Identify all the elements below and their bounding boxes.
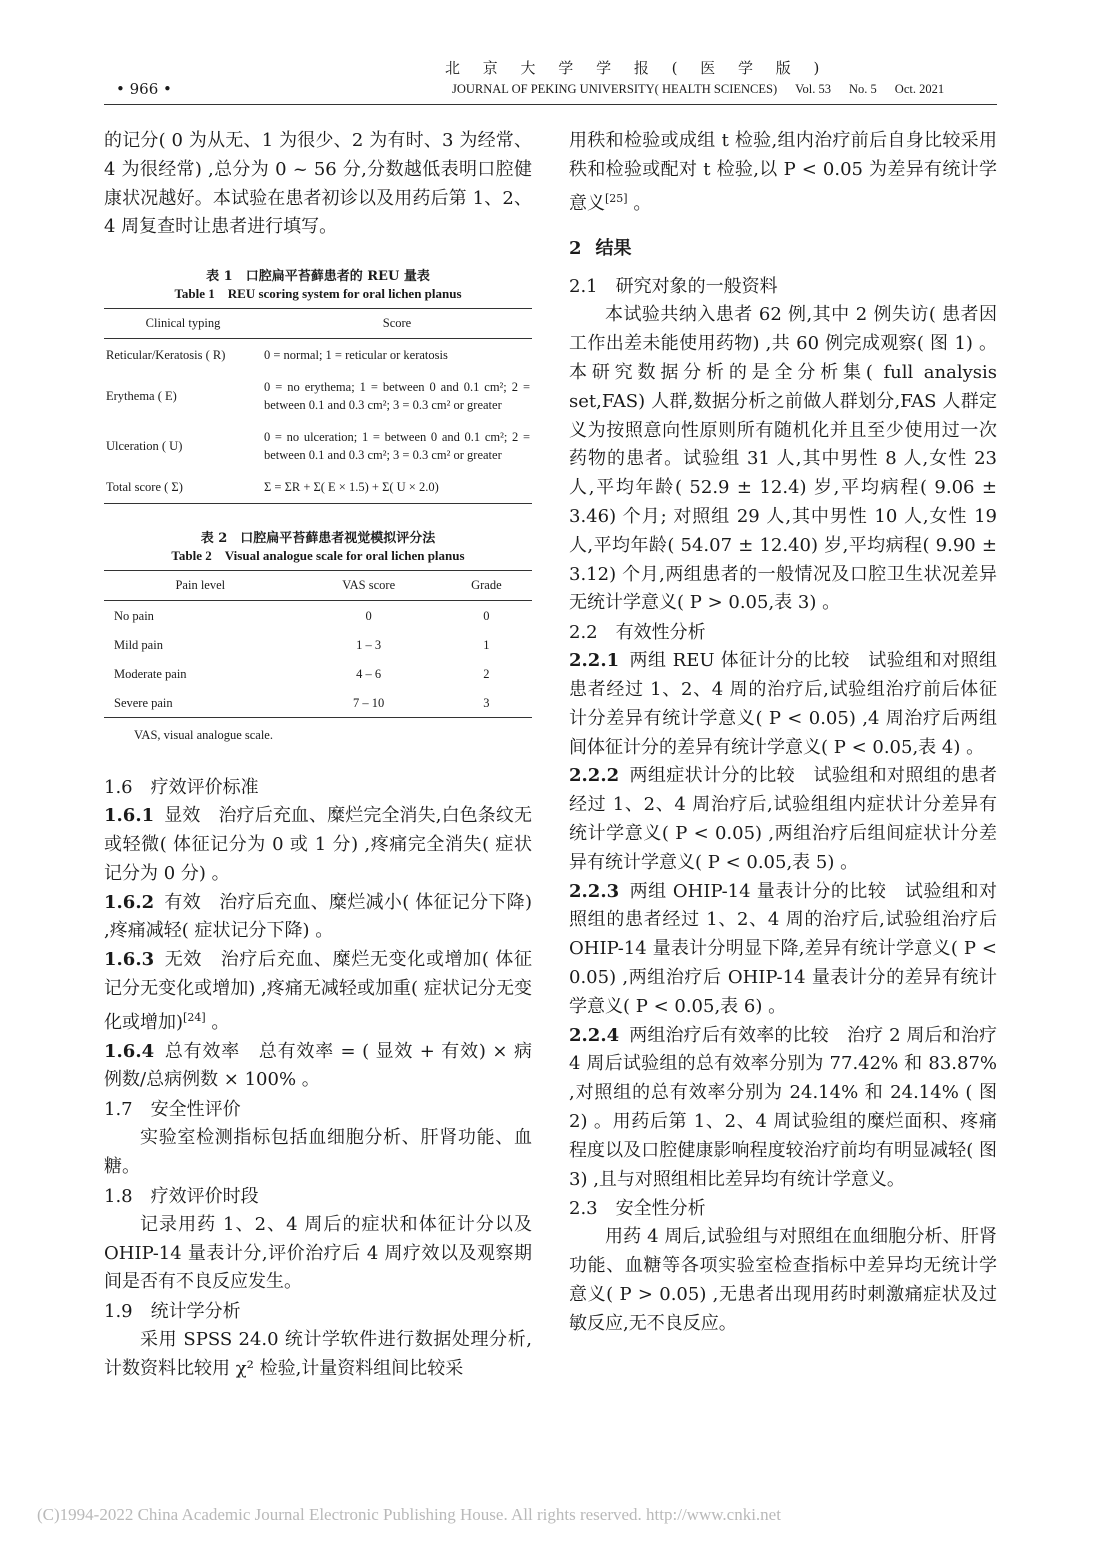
table-row (104, 371, 532, 421)
section-number: 2.2.3 (569, 880, 620, 902)
table2-caption-cn: 表 2 口腔扁平苔藓患者视觉模拟评分法 (200, 531, 436, 547)
section-text: 两组症状计分的比较 试验组和对照组的患者经过 1、2、4 周治疗后,试验组组内症状计分差异有统计学意义( P < 0.05) ,两组治疗后组间症状计分差异有统计学意义( P < 0.05,表 5) 。 (569, 765, 997, 873)
table-cell: 0 = no erythema; 1 = between 0 and 0.1 cm²; 2 = between 0.1 and 0.3 cm²; 3 = 0.3 cm² or greater (264, 380, 530, 413)
section-title: 结果 (595, 238, 632, 260)
header-rule (104, 104, 997, 105)
citation-ref: [24] (183, 1010, 206, 1024)
section-2-3-title: 2.3 安全性分析 (569, 1198, 706, 1220)
table-row (104, 421, 532, 471)
table2-caption-en: Table 2 Visual analogue scale for oral lichen planus (171, 548, 465, 564)
journal-title-cn: 北 京 大 学 学 报 ( 医 学 版 ) (445, 59, 829, 77)
table-row (104, 659, 532, 688)
table-row (104, 601, 532, 631)
table-cell: 7 – 10 (353, 696, 385, 711)
section-2-heading (569, 234, 997, 260)
section-number: 2 (569, 238, 582, 260)
table-header: VAS score (342, 578, 396, 593)
table-header: Clinical typing (145, 316, 221, 331)
section-text: 总有效率 总有效率 = ( 显效 + 有效) × 病例数/总病例数 × 100% 。 (104, 1040, 532, 1091)
section-1-6-2 (104, 889, 532, 947)
section-text: 两组治疗后有效率的比较 治疗 2 周后和治疗 4 周后试验组的总有效率分别为 77.42% 和 83.87% ,对照组的总有效率分别为 24.14% 和 24.14% ( 图 2) 。用药后第 1、2、4 周试验组的糜烂面积、疼痛程度以及口腔健康影响程度较治疗前均有明显减轻( 图 3) ,且与对照组相比差异均有统计学意义。 (569, 1024, 997, 1190)
table-cell: Reticular/Keratosis ( R) (106, 348, 226, 363)
left-column (104, 127, 532, 1384)
intro-paragraph: 的记分( 0 为从无、1 为很少、2 为有时、3 为经常、4 为很经常) ,总分为 0 ~ 56 分,分数越低表明口腔健康状况越好。本试验在患者初诊以及用药后第 1、2、4 周复查时让患者进行填写。 (104, 130, 532, 238)
section-1-9-text: 采用 SPSS 24.0 统计学软件进行数据处理分析,计数资料比较用 χ² 检验,计量资料组间比较采 (104, 1329, 532, 1379)
table2-note: VAS, visual analogue scale. (134, 728, 273, 743)
table-cell: 3 (483, 696, 490, 711)
table-cell: Σ = ΣR + Σ( E × 1.5) + Σ( U × 2.0) (264, 480, 439, 495)
journal-info-en (452, 82, 944, 97)
section-2-2-4 (569, 1022, 997, 1195)
table-cell: Moderate pain (114, 667, 187, 682)
section-text: 两组 OHIP-14 量表计分的比较 试验组和对照组的患者经过 1、2、4 周的治疗后,试验组治疗后 OHIP-14 量表计分明显下降,差异有统计学意义( P < 0.05) ,两组治疗后 OHIP-14 量表计分的差异有统计学意义( P < 0.05,表 6) 。 (569, 880, 997, 1017)
table-cell: 1 – 3 (356, 638, 382, 653)
table-cell: 4 – 6 (356, 667, 382, 682)
table-cell: 0 = no ulceration; 1 = between 0 and 0.1 cm²; 2 = between 0.1 and 0.3 cm²; 3 = 0.3 cm² or greater (264, 430, 530, 463)
section-2-1-text: 本试验共纳入患者 62 例,其中 2 例失访( 患者因工作出差未能使用药物) ,共 60 例完成观察( 图 1) 。本研究数据分析的是全分析集( full analysis set,FAS) 人群,数据分析之前做人群划分,FAS 人群定义为按照意向性原则所有随机化并且至少使用过一次药物的患者。试验组 31 人,其中男性 8 人,女性 23 人,平均年龄( 52.9 ± 12.4) 岁,平均病程( 9.06 ± 3.46) 个月; 对照组 29 人,其中男性 10 人,女性 19 人,平均年龄( 54.07 ± 12.40) 岁,平均病程( 9.90 ± 3.12) 个月,两组患者的一般情况及口腔卫生状况差异无统计学意义( P > 0.05,表 3) 。 (569, 304, 997, 614)
section-number: 2.2.2 (569, 765, 620, 787)
section-text-end: 。 (205, 1011, 230, 1033)
section-text: 两组 REU 体征计分的比较 试验组和对照组患者经过 1、2、4 周的治疗后,试验组治疗前后体征计分差异有统计学意义( P < 0.05) ,4 周治疗后两组间体征计分的差异有统计学意义( P < 0.05,表 4) 。 (569, 650, 997, 758)
section-number: 1.6.2 (104, 891, 155, 913)
section-2-1-title: 2.1 研究对象的一般资料 (569, 276, 778, 298)
table-header: Grade (471, 578, 502, 593)
table-cell: Ulceration ( U) (106, 439, 183, 454)
table-cell: Total score ( Σ) (106, 480, 183, 495)
table-cell: Severe pain (114, 696, 173, 711)
section-1-7-text: 实验室检测指标包括血细胞分析、肝肾功能、血糖。 (104, 1127, 532, 1177)
journal-volume: Vol. 53 (795, 82, 832, 96)
section-number: 2.2.1 (569, 650, 620, 672)
table-header: Pain level (175, 578, 226, 593)
journal-title-en: JOURNAL OF PEKING UNIVERSITY( HEALTH SCIENCES) (452, 82, 778, 96)
section-1-9-title: 1.9 统计学分析 (104, 1301, 241, 1323)
copyright-footer: (C)1994-2022 China Academic Journal Electronic Publishing House. All rights reserved. http://www.cnki.net (37, 1505, 781, 1524)
journal-date: Oct. 2021 (894, 82, 945, 96)
table-cell: 0 = normal; 1 = reticular or keratosis (264, 348, 448, 363)
journal-issue: No. 5 (849, 82, 877, 96)
table-row (104, 471, 532, 504)
table-cell: Erythema ( E) (106, 389, 177, 404)
stats-text-end: 。 (627, 192, 652, 214)
table2-vas (104, 570, 532, 718)
stats-continuation (569, 127, 997, 218)
section-number: 1.6.4 (104, 1040, 155, 1062)
table-header: Score (382, 316, 412, 331)
section-text: 显效 治疗后充血、糜烂完全消失,白色条纹无或轻微( 体征记分为 0 或 1 分) ,疼痛完全消失( 症状记分为 0 分) 。 (104, 805, 532, 884)
section-text: 有效 治疗后充血、糜烂减小( 体征记分下降) ,疼痛减轻( 症状记分下降) 。 (104, 891, 532, 942)
section-2-2-2 (569, 762, 997, 877)
section-1-6-3 (104, 946, 532, 1037)
table-row (104, 688, 532, 718)
section-number: 2.2.4 (569, 1024, 620, 1046)
section-1-6-4 (104, 1038, 532, 1096)
section-2-2-1 (569, 647, 997, 762)
section-1-8-text: 记录用药 1、2、4 周后的症状和体征计分以及 OHIP-14 量表计分,评价治疗后 4 周疗效以及观察期间是否有不良反应发生。 (104, 1213, 532, 1293)
table-cell: 2 (483, 667, 490, 682)
section-text: 无效 治疗后充血、糜烂无变化或增加( 体征记分无变化或增加) ,疼痛无减轻或加重( 症状记分无变化或增加) (104, 949, 532, 1033)
table-row (104, 339, 532, 372)
table-header-row (104, 309, 532, 339)
section-1-7-title: 1.7 安全性评价 (104, 1099, 241, 1121)
table1-reu (104, 308, 532, 504)
section-1-6-1 (104, 802, 532, 888)
table1-caption-en: Table 1 REU scoring system for oral lichen planus (174, 286, 462, 302)
stats-text: 用秩和检验或成组 t 检验,组内治疗前后自身比较采用秩和检验或配对 t 检验,以 P < 0.05 为差异有统计学意义 (569, 130, 997, 214)
table-cell: No pain (114, 609, 154, 624)
section-1-6-title: 1.6 疗效评价标准 (104, 777, 259, 799)
section-1-8-title: 1.8 疗效评价时段 (104, 1185, 259, 1207)
section-2-3-text: 用药 4 周后,试验组与对照组在血细胞分析、肝肾功能、血糖等各项实验室检查指标中差异均无统计学意义( P > 0.05) ,无患者出现用药时刺激痛症状及过敏反应,无不良反应。 (569, 1226, 997, 1334)
table-header-row (104, 571, 532, 601)
page-number: • 966 • (116, 80, 172, 98)
table-cell: 1 (483, 638, 490, 653)
section-number: 1.6.1 (104, 805, 155, 827)
table-cell: Mild pain (114, 638, 163, 653)
table1-caption-cn: 表 1 口腔扁平苔藓患者的 REU 量表 (206, 269, 430, 285)
table-row (104, 630, 532, 659)
table-cell: 0 (365, 609, 372, 624)
section-2-2-3 (569, 878, 997, 1022)
table-cell: 0 (483, 609, 490, 624)
citation-ref: [25] (605, 191, 628, 205)
section-number: 1.6.3 (104, 949, 155, 971)
right-column (569, 127, 997, 1338)
section-2-2-title: 2.2 有效性分析 (569, 622, 706, 644)
